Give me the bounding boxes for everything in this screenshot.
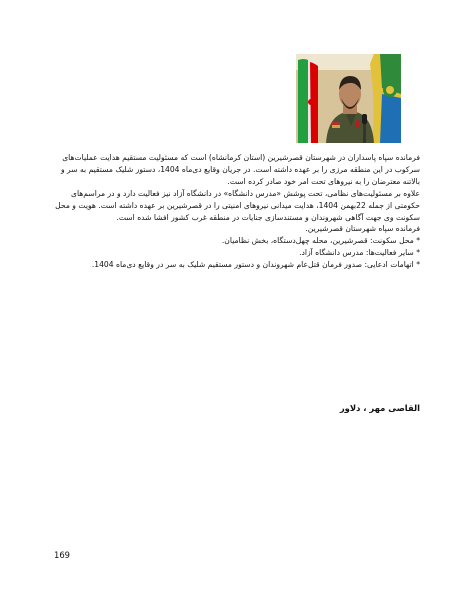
sepah-flag <box>370 54 401 143</box>
list-item-other-activities: * سایر فعالیت‌ها: مدرس دانشگاه آزاد. <box>299 248 420 258</box>
portrait-image <box>296 54 401 143</box>
portrait-photo <box>296 54 401 143</box>
person-name: القاصی مهر ، دلاور <box>339 403 420 413</box>
paragraph-title: فرمانده سپاه شهرستان قصرشیرین. <box>305 224 420 234</box>
list-item-allegations: * اتهامات ادعایی: صدور فرمان قتل‌عام شهروندان و دستور مستقیم شلیک به سر در وقایع دی‌ماه 1404. <box>91 260 420 270</box>
paragraph-activities: علاوه بر مسئولیت‌های نظامی، تحت پوشش «مدرس دانشگاه» در دانشگاه آزاد نیز فعالیت دارد و در مراسم‌های حکومتی از جمله 22بهمن 1404، هدایت میدانی نیروهای امنیتی را در قصرشیرین بر عهده داشته است. هویت و محل سکونت وی جهت آگاهی شهروندان و مستندسازی جنایات در منطقه غرب کشور افشا شده است. <box>55 188 420 222</box>
iran-flag <box>298 59 318 143</box>
article-body <box>54 152 420 271</box>
list-item-residence: * محل سکونت: قصرشیرین، محله چهل‌دستگاه، بخش نظامیان. <box>221 236 420 246</box>
page-number: 169 <box>54 550 70 560</box>
paragraph-intro: فرمانده سپاه پاسداران در شهرستان قصرشیرین (استان کرمانشاه) است که مسئولیت مستقیم هدایت عملیات‌های سرکوب در این منطقه مرزی را بر عهده داشته است. در جریان وقایع دی‌ماه 1404، دستور شلیک مستقیم به سر و بالاتنه معترضان را به نیروهای تحت امر خود صادر کرده است. <box>60 153 420 186</box>
